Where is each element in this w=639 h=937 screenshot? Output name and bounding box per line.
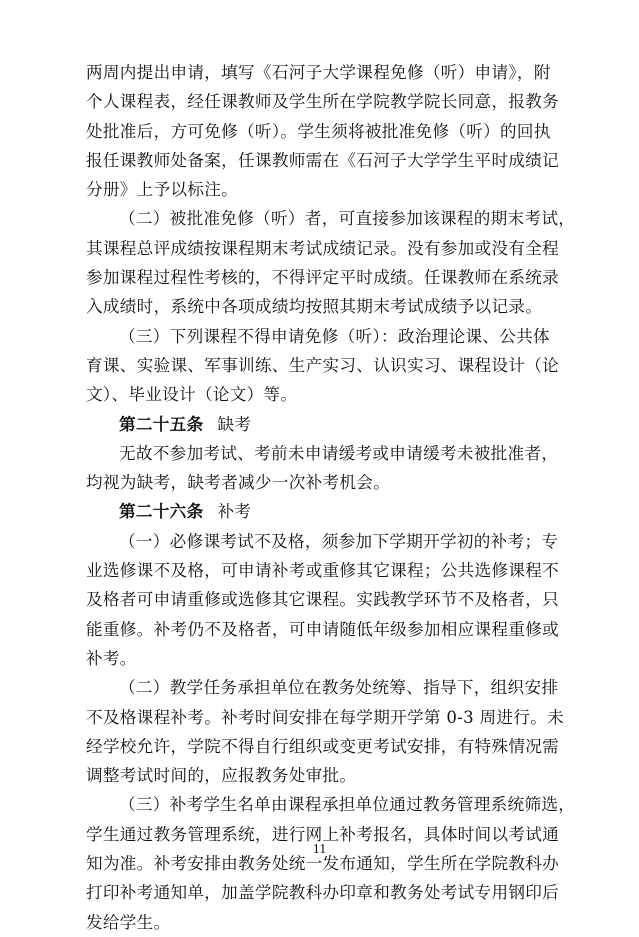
article-title: 补考 bbox=[217, 502, 252, 522]
article-number: 第二十五条 bbox=[119, 413, 204, 434]
paragraph-line: 参加课程过程性考核的，不得评定平时成绩。任课教师在系统录 bbox=[86, 268, 560, 288]
paragraph-first-line: （一）必修课考试不及格，须参加下学期开学初的补考；专 bbox=[119, 531, 559, 551]
paragraph-line: 学生通过教务管理系统，进行网上补考报名，具体时间以考试通 bbox=[86, 824, 560, 844]
paragraph-line: 个人课程表，经任课教师及学生所在学院教学院长同意，报教务 bbox=[86, 92, 560, 112]
paragraph-line: 分册》上予以标注。 bbox=[86, 180, 239, 200]
article-heading bbox=[86, 410, 560, 439]
paragraph-line: 育课、实验课、军事训练、生产实习、认识实习、课程设计（论 bbox=[86, 355, 560, 375]
paragraph-line: 经学校允许，学院不得自行组织或变更考试安排，有特殊情况需 bbox=[86, 736, 560, 756]
paragraph-line: 两周内提出申请，填写《石河子大学课程免修（听）申请》，附 bbox=[86, 63, 551, 82]
article-heading bbox=[86, 497, 560, 526]
paragraph-line: 文）、毕业设计（论文）等。 bbox=[86, 385, 298, 405]
paragraph-line: 均视为缺考，缺考者减少一次补考机会。 bbox=[86, 473, 391, 493]
paragraph-first-line: 无故不参加考试、考前未申请缓考或申请缓考未被批准者， bbox=[119, 443, 559, 463]
paragraph-line: 业选修课不及格，可申请补考或重修其它课程；公共选修课程不 bbox=[86, 561, 560, 581]
paragraph-line: 不及格课程补考。补考时间安排在每学期开学第 0-3 周进行。未 bbox=[86, 707, 565, 727]
paragraph-first-line: （二）被批准免修（听）者，可直接参加该课程的期末考试， bbox=[119, 209, 576, 229]
paragraph-line: 知为准。补考安排由教务处统一发布通知，学生所在学院教科办 bbox=[86, 854, 560, 874]
article-title: 缺考 bbox=[217, 414, 252, 434]
body-text bbox=[86, 58, 576, 937]
paragraph-line: 入成绩时，系统中各项成绩均按照其期末考试成绩予以记录。 bbox=[86, 297, 543, 317]
paragraph-first-line: （三）补考学生名单由课程承担单位通过教务管理系统筛选， bbox=[119, 795, 576, 815]
paragraph-line: 发给学生。 bbox=[86, 912, 171, 932]
paragraph-line: 能重修。补考仍不及格者，可申请随低年级参加相应课程重修或 bbox=[86, 619, 560, 639]
paragraph-line: 调整考试时间的，应报教务处审批。 bbox=[86, 766, 357, 786]
paragraph-line: 处批准后，方可免修（听）。学生须将被批准免修（听）的回执 bbox=[86, 121, 551, 141]
page-number: 11 bbox=[312, 842, 327, 857]
paragraph-line: 补考。 bbox=[86, 648, 137, 668]
article-number: 第二十六条 bbox=[119, 501, 204, 522]
paragraph-line: 打印补考通知单，加盖学院教科办印章和教务处考试专用钢印后 bbox=[86, 883, 560, 903]
paragraph-first-line: （二）教学任务承担单位在教务处统筹、指导下，组织安排 bbox=[119, 678, 559, 698]
paragraph-line: 报任课教师处备案，任课教师需在《石河子大学学生平时成绩记 bbox=[86, 150, 560, 170]
paragraph-line: 其课程总评成绩按课程期末考试成绩记录。没有参加或没有全程 bbox=[86, 238, 560, 258]
paragraph-line: 及格者可申请重修或选修其它课程。实践教学环节不及格者，只 bbox=[86, 590, 560, 610]
paragraph-first-line: （三）下列课程不得申请免修（听）：政治理论课、公共体 bbox=[119, 326, 550, 346]
